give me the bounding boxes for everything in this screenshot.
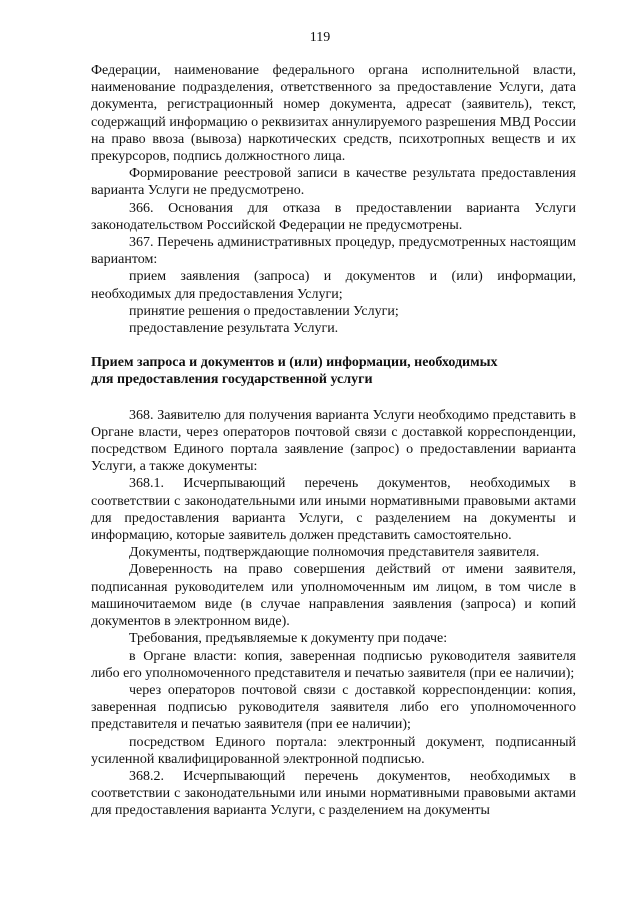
- paragraph: Формирование реестровой записи в качестве результата предоставления варианта Услуги не предусмотрено.: [91, 166, 576, 199]
- document-body: [91, 62, 576, 820]
- paragraph: посредством Единого портала: электронный документ, подписанный усиленной квалифицированной электронной подписью.: [91, 734, 576, 767]
- section-heading-line-1: Прием запроса и документов и (или) информации, необходимых: [91, 355, 498, 371]
- paragraph: Документы, подтверждающие полномочия представителя заявителя.: [129, 545, 540, 561]
- paragraph: в Органе власти: копия, заверенная подписью руководителя заявителя либо его уполномоченного представителя и печатью заявителя (при ее наличии);: [91, 648, 576, 681]
- section-heading-line-2: для предоставления государственной услуги: [91, 372, 373, 388]
- paragraph: Доверенность на право совершения действий от имени заявителя, подписанная руководителем или уполномоченным им лицом, в том числе в машиночитаемом виде (в случае направления заявления (запроса) и копий документов в электронном виде).: [91, 562, 576, 630]
- list-item: прием заявления (запроса) и документов и (или) информации, необходимых для предоставления Услуги;: [91, 269, 576, 302]
- list-item: предоставление результата Услуги.: [129, 321, 339, 337]
- paragraph: через операторов почтовой связи с доставкой корреспонденции: копия, заверенная подписью руководителя заявителя либо его уполномоченного представителя и печатью заявителя (при ее наличии);: [91, 682, 576, 733]
- paragraph-367: 367. Перечень административных процедур, предусмотренных настоящим вариантом:: [91, 235, 576, 268]
- page-number: 119: [309, 30, 331, 45]
- paragraph: Федерации, наименование федерального органа исполнительной власти, наименование подразделения, ответственного за предоставление Услуги, дата документа, регистрационный номер документа, адресат (заявитель), текст, содержащий информацию о реквизитах аннулируемого разрешения МВД России на право ввоза (вывоза) наркотических средств, психотропных веществ и их прекурсоров, подпись должностного лица.: [91, 63, 576, 165]
- list-item: принятие решения о предоставлении Услуги;: [129, 303, 399, 319]
- paragraph-368-2: 368.2. Исчерпывающий перечень документов, необходимых в соответствии с законодательными или иными нормативными правовыми актами для предоставления варианта Услуги, с разделением на документы: [91, 768, 576, 819]
- paragraph-366: 366. Основания для отказа в предоставлении варианта Услуги законодательством Российской Федерации не предусмотрены.: [91, 200, 576, 233]
- paragraph-368: 368. Заявителю для получения варианта Услуги необходимо представить в Органе власти, через операторов почтовой связи с доставкой корреспонденции, посредством Единого портала заявление (запрос) о предоставлении варианта Услуги, а также документы:: [91, 407, 576, 475]
- paragraph-368-1: 368.1. Исчерпывающий перечень документов, необходимых в соответствии с законодательными или иными нормативными правовыми актами для предоставления варианта Услуги, с разделением на документы и информацию, которые заявитель должен представить самостоятельно.: [91, 476, 576, 544]
- paragraph: Требования, предъявляемые к документу при подаче:: [129, 631, 448, 647]
